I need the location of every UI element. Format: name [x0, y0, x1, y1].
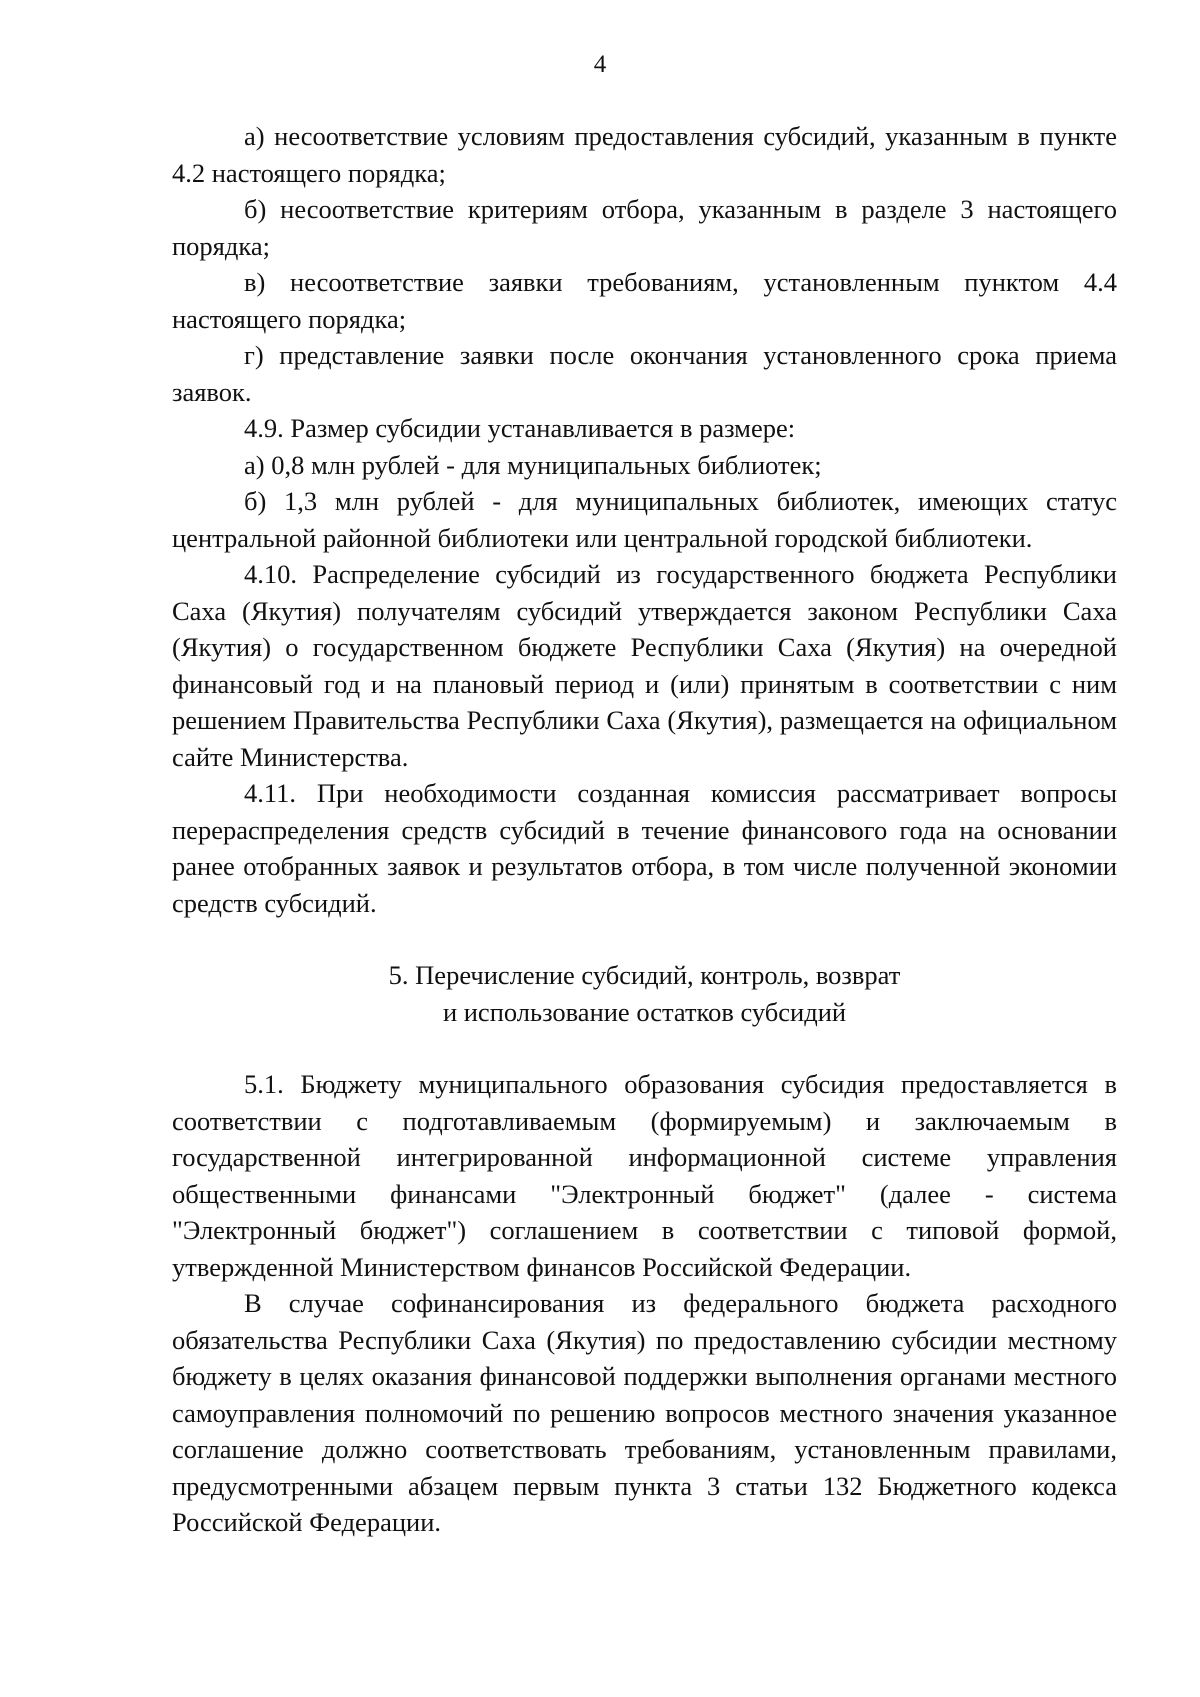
- paragraph-5-1: 5.1. Бюджету муниципального образования субсидия предоставляется в соответствии с подготавливаемым (формируемым) и заключаемым в государственной интегрированной информационной системе управления общественными финансами "Электронный бюджет" (далее - система "Электронный бюджет") соглашением в соответствии с типовой формой, утвержденной Министерством финансов Российской Федерации.: [172, 1069, 1117, 1282]
- paragraph-4-8-v: в) несоответствие заявки требованиям, установленным пунктом 4.4 настоящего порядка;: [172, 267, 1117, 334]
- section-heading-line-2: и использование остатков субсидий: [442, 996, 847, 1027]
- paragraph-4-8-b: б) несоответствие критериям отбора, указанным в разделе 3 настоящего порядка;: [172, 194, 1117, 261]
- paragraph-4-9-a: а) 0,8 млн рублей - для муниципальных библиотек;: [244, 449, 822, 480]
- paragraph-4-11: 4.11. При необходимости созданная комиссия рассматривает вопросы перераспределения средств субсидий в течение финансового года на основании ранее отобранных заявок и результатов отбора, в том числе полученной экономии средств субсидий.: [172, 778, 1117, 918]
- section-5-heading: [172, 957, 1117, 1030]
- paragraph-4-9: 4.9. Размер субсидии устанавливается в размере:: [244, 413, 796, 443]
- paragraph-5-1-cofinancing: В случае софинансирования из федерального бюджета расходного обязательства Республики Саха (Якутия) по предоставлению субсидии местному бюджету в целях оказания финансовой поддержки выполнения органами местного самоуправления полномочий по решению вопросов местного значения указанное соглашение должно соответствовать требованиям, установленным правилами, предусмотренными абзацем первым пункта 3 статьи 132 Бюджетного кодекса Российской Федерации.: [172, 1288, 1117, 1537]
- paragraph-4-8-a: а) несоответствие условиям предоставления субсидий, указанным в пункте 4.2 настоящего порядка;: [172, 121, 1117, 188]
- page-number: 4: [593, 51, 607, 78]
- section-heading-line-1: 5. Перечисление субсидий, контроль, возврат: [388, 960, 901, 990]
- paragraph-4-10: 4.10. Распределение субсидий из государственного бюджета Республики Саха (Якутия) получателям субсидий утверждается законом Республики Саха (Якутия) о государственном бюджете Республики Саха (Якутия) на очередной финансовый год и на плановый период и (или) принятым в соответствии с ним решением Правительства Республики Саха (Якутия), размещается на официальном сайте Министерства.: [172, 559, 1117, 772]
- document-body: [172, 118, 1117, 1541]
- paragraph-4-9-b: б) 1,3 млн рублей - для муниципальных библиотек, имеющих статус центральной районной библиотеки или центральной городской библиотеки.: [172, 486, 1117, 553]
- paragraph-4-8-g: г) представление заявки после окончания установленного срока приема заявок.: [172, 340, 1117, 407]
